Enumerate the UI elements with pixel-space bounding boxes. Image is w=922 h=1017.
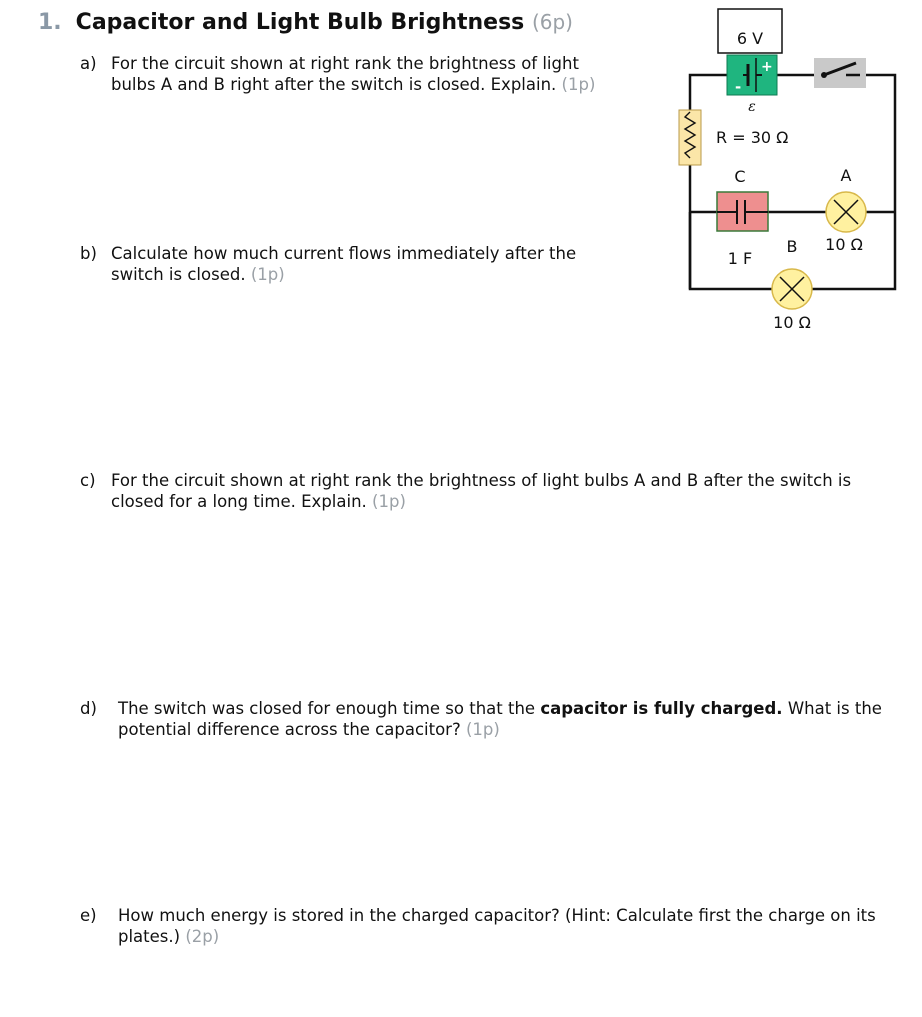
resistor-label: R = 30 Ω <box>716 128 789 147</box>
question-text: Calculate how much current flows immediately after the switch is closed. <box>111 244 577 284</box>
question-points: (1p) <box>250 265 285 284</box>
battery-voltage-label: 6 V <box>736 29 764 48</box>
question-label: e) <box>80 906 97 925</box>
bulb-b-name: B <box>786 237 798 256</box>
problem-points: (6p) <box>531 10 573 34</box>
problem-number: 1. <box>38 10 62 35</box>
resistor <box>679 110 701 165</box>
bulb-b-value: 10 Ω <box>773 313 811 332</box>
emf-symbol: ε <box>748 99 756 115</box>
question-points: (1p) <box>465 720 500 739</box>
question-text: For the circuit shown at right rank the brightness of light bulbs A and B right after the switch is closed. Explain. <box>111 54 579 94</box>
bulb-a <box>826 192 866 232</box>
question-label: d) <box>80 699 97 718</box>
bulb-a-value: 10 Ω <box>825 235 863 254</box>
battery-minus: - <box>735 78 742 96</box>
question-label: b) <box>80 244 97 263</box>
question-text-bold: capacitor is fully charged. <box>540 699 783 718</box>
capacitor-value: 1 F <box>727 249 753 268</box>
capacitor-name: C <box>734 167 746 186</box>
bulb-a-name: A <box>840 166 852 185</box>
bulb-b <box>772 269 812 309</box>
question-text: How much energy is stored in the charged capacitor? (Hint: Calculate first the charge on its plates.) <box>118 906 876 946</box>
battery <box>727 55 777 96</box>
question-points: (1p) <box>561 75 596 94</box>
capacitor <box>717 192 768 231</box>
question-label: a) <box>80 54 97 73</box>
question-text-before: The switch was closed for enough time so that the <box>118 699 536 718</box>
battery-plus: + <box>761 59 773 75</box>
question-label: c) <box>80 471 96 490</box>
circuit-wires <box>690 75 895 289</box>
problem-title-text: Capacitor and Light Bulb Brightness <box>75 10 525 35</box>
question-points: (2p) <box>185 927 220 946</box>
question-text: For the circuit shown at right rank the brightness of light bulbs A and B after the switch is closed for a long time. Explain. <box>111 471 852 511</box>
switch <box>814 58 866 88</box>
question-points: (1p) <box>372 492 406 511</box>
question-text-after: What is the potential difference across the capacitor? <box>118 699 882 739</box>
